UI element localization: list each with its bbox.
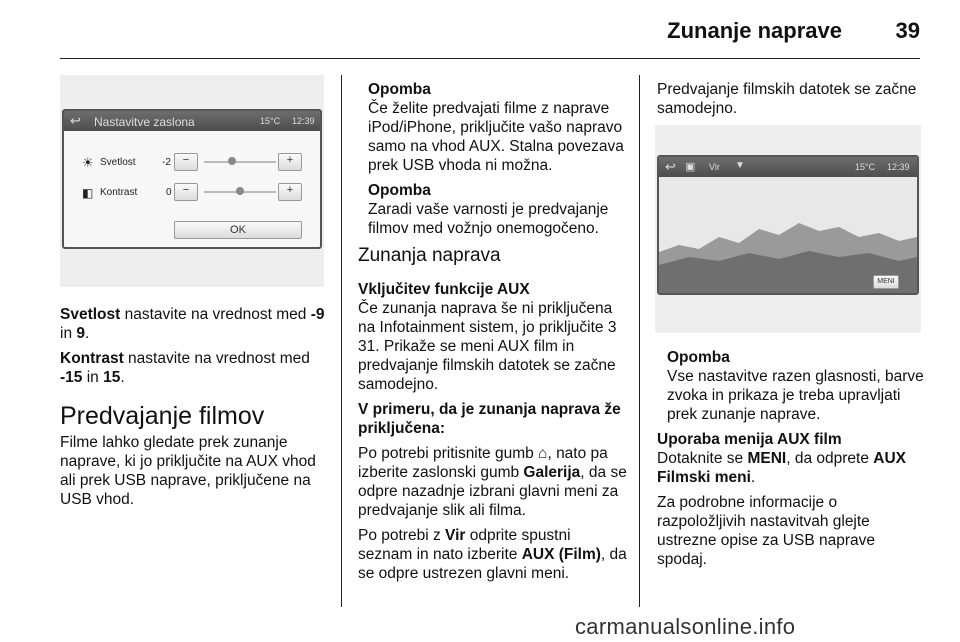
contrast-knob[interactable] <box>236 187 244 195</box>
details-paragraph: Za podrobne informacije o razpoložljivih nastavitvah glejte ustrezne opise za USB naprave spodaj. <box>657 494 875 568</box>
aux-paragraph: Če zunanja naprava še ni priključena na Infotainment sistem, jo priključite 3 31. Prikaže se meni AUX film in predvajanje filmskih datotek se začne samodejno. <box>358 300 617 393</box>
page-number: 39 <box>895 18 920 43</box>
figure-aux-movie <box>655 125 921 333</box>
contrast-plus-button[interactable]: + <box>278 183 302 201</box>
column-3-bottom <box>657 348 925 575</box>
clock: 12:39 <box>292 116 315 126</box>
contrast-value: 0 <box>166 187 172 198</box>
note-text-1: Če želite predvajati filme z naprave iPod/iPhone, priključite vašo napravo samo na vhod AUX. Stalna povezava prek USB vhoda ni možna. <box>368 100 624 174</box>
back-icon[interactable]: ↩ <box>70 113 81 128</box>
movies-intro: Filme lahko gledate prek zunanje naprave, ki jo priključite na AUX vhod ali prek USB naprave, priključene na USB vhod. <box>60 434 316 508</box>
contrast-icon: ◧ <box>82 186 94 200</box>
sun-icon: ☀ <box>82 155 94 170</box>
subheading-aux-menu: Uporaba menija AUX film <box>657 431 842 448</box>
home-icon: ⌂ <box>538 445 548 462</box>
contrast-paragraph: Kontrast nastavite na vrednost med -15 in 15. <box>60 350 310 386</box>
menu-paragraph: Dotaknite se MENI, da odprete AUX Filmski meni. <box>657 450 906 486</box>
autoplay-paragraph: Predvajanje filmskih datotek se začne samodejno. <box>657 81 917 117</box>
subheading-aux: Vključitev funkcije AUX <box>358 281 530 298</box>
brightness-value: -2 <box>162 157 171 168</box>
settings-screen <box>62 109 322 249</box>
mountain-image <box>659 157 917 293</box>
note-title-1: Opomba <box>368 81 431 98</box>
brightness-minus-button[interactable]: − <box>174 153 198 171</box>
back-icon[interactable]: ↩ <box>665 159 676 174</box>
gallery-icon[interactable]: ▣ <box>685 161 696 173</box>
footer-watermark: carmanualsonline.info <box>575 614 796 639</box>
source-paragraph: Po potrebi z Vir odprite spustni seznam in nato izberite AUX (Film), da se odpre ustrezen glavni meni. <box>358 527 627 582</box>
source-label[interactable]: Vir <box>709 162 720 172</box>
column-divider-1 <box>341 75 342 607</box>
screen-status-bar <box>64 111 320 131</box>
menu-button[interactable]: MENI <box>873 275 899 289</box>
note-text-3: Vse nastavitve razen glasnosti, barve zvoka in prikaza je treba upravljati prek zunanje naprave. <box>667 368 924 423</box>
note-text-2: Zaradi vaše varnosti je predvajanje filmov med vožnjo onemogočeno. <box>368 201 609 237</box>
contrast-minus-button[interactable]: − <box>174 183 198 201</box>
ok-button[interactable]: OK <box>174 221 302 239</box>
temperature: 15°C <box>260 116 281 126</box>
section-heading-external: Zunanja naprava <box>358 245 501 266</box>
brightness-paragraph: Svetlost nastavite na vrednost med -9 in 9. <box>60 306 325 342</box>
column-2 <box>358 80 628 589</box>
contrast-label: Kontrast <box>100 187 138 198</box>
header-title: Zunanje naprave <box>667 18 842 43</box>
brightness-label: Svetlost <box>100 157 136 168</box>
subheading-connected: V primeru, da je zunanja naprava že priključena: <box>358 401 621 437</box>
section-heading-movies: Predvajanje filmov <box>60 402 265 430</box>
column-1 <box>60 305 328 515</box>
note-title-3: Opomba <box>667 349 730 366</box>
brightness-plus-button[interactable]: + <box>278 153 302 171</box>
movie-status-bar <box>659 157 917 177</box>
brightness-knob[interactable] <box>228 157 236 165</box>
screen-title: Nastavitve zaslona <box>94 115 195 129</box>
figure-display-settings <box>60 75 324 287</box>
chevron-down-icon[interactable]: ▼ <box>735 160 745 171</box>
column-3-top <box>657 80 925 124</box>
clock: 12:39 <box>887 162 910 172</box>
gallery-paragraph: Po potrebi pritisnite gumb ⌂, nato pa izberite zaslonski gumb Galerija, da se odpre nazadnje izbrani glavni meni za predvajanje slik ali filma. <box>358 445 627 519</box>
header-rule <box>60 58 920 59</box>
temperature: 15°C <box>855 162 876 172</box>
movie-screen <box>657 155 919 295</box>
brightness-slider[interactable] <box>204 161 276 163</box>
note-title-2: Opomba <box>368 182 431 199</box>
column-divider-2 <box>639 75 640 607</box>
